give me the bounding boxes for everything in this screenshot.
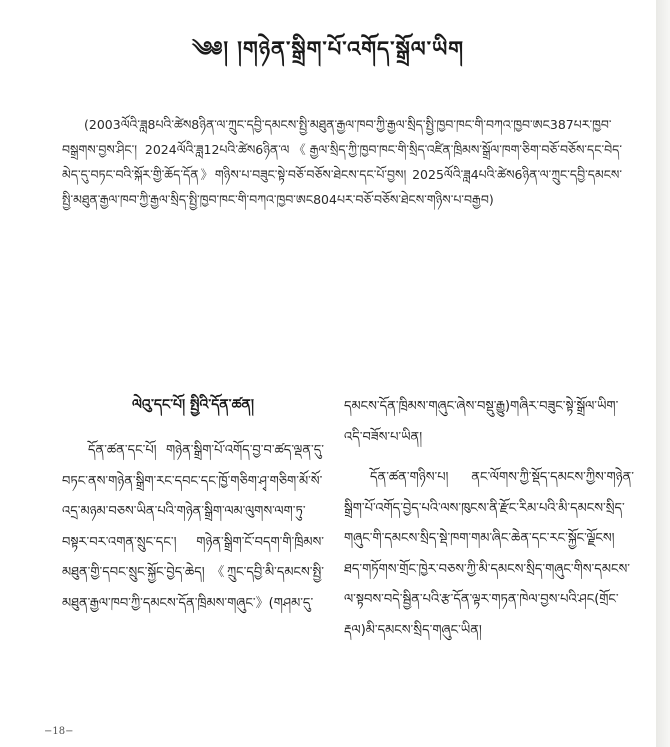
article-one-text: དོན་ཚན་དང་པོ། གཉེན་སྒྲིག་པོ་འགོད་བྱ་བ་ཚད་ལྡན་དུ་བཏང་ནས་གཉེན་སྒྲིག་རང་དབང་དང་ཁྱོ་གཅིག་ཤྭ་གཅིག་མོ་སོ་འདྲ་མཉམ་བཅས་ཡིན་པའི་གཉེན་སྒྲིག་ལམ་ལུགས་ལག་ཏུ་བསྟར་བར་འགན་སྲུང་དང་། གཉེན་སྒྲིག་ངོ་བདག་གི་ཁྲིམས་མཐུན་གྱི་དབང་སྲུང་སྐྱོང་བྱེད་ཆེད། 《ཀྲུང་དབྱི་མི་དམངས་སྤྱི་མཐུན་རྒྱལ་ཁབ་ཀྱི་དམངས་དོན་ཁྲིམས་གཞུང་》(གཤམ་དུ་ [62,443,324,611]
continuation-paragraph: དམངས་དོན་ཁྲིམས་གཞུང་ཞེས་བསྡུ་རྒྱུ)གཞིར་བཟུང་སྟེ་སྒྲོལ་ཡིག་འདི་བཟོས་པ་ཡིན། [344,399,619,445]
chapter-heading: ལེའུ་དང་པོ། སྤྱིའི་དོན་ཚན། [131,397,254,413]
page-number: −18− [44,726,74,737]
article-two-paragraph [344,463,634,646]
page-title: ༄༅། །གཉེན་སྒྲིག་པོ་འགོད་སྒྲོལ་ཡིག [191,37,465,61]
book-spine-edge [656,0,670,747]
article-one-paragraph [62,436,324,619]
source-note [62,112,622,212]
right-column [344,392,634,646]
article-two-text: དོན་ཚན་གཉིས་པ། ནང་ལོགས་ཀྱི་སྡོད་དམངས་ཀྱིས་གཉེན་སྒྲིག་པོ་འགོད་བྱེད་པའི་ལས་ཁུངས་ནི་རྫོང་རིམ་པའི་མི་དམངས་སྲིད་གཞུང་གི་དམངས་སྲིད་སྡེ་ཁག་གམ་ཞིང་ཆེན་དང་རང་སྐྱོང་ལྗོངས། ཐད་གཏོགས་གྲོང་ཁྱེར་བཅས་ཀྱི་མི་དམངས་སྲིད་གཞུང་གིས་དམངས་ལ་སྟབས་བདེ་སྦྱིན་པའི་རྩ་དོན་ལྟར་གཏན་ཁེལ་བྱས་པའི་ཤང(གྲོང་རྡལ)མི་དམངས་སྲིད་གཞུང་ཡིན། [344,470,634,638]
left-column [62,392,324,619]
source-note-text: (2003ལོའི་ཟླ8པའི་ཚེས8ཉིན་ལ་ཀྲུང་དབྱི་དམངས་སྤྱི་མཐུན་རྒྱལ་ཁབ་ཀྱི་རྒྱལ་སྲིད་སྤྱི་ཁྱབ་ཁང་གི་བཀའ་ཁྱབ་ཨང387པར་ཁྱབ་བསྒྲགས་བྱས་ཤིང་། 2024ལོའི་ཟླ12པའི་ཚེས6ཉིན་ལ《རྒྱལ་སྲིད་ཀྱི་ཁྱབ་ཁང་གི་སྲིད་འཛིན་ཁྲིམས་སྒྲོལ་ཁག་ཅིག་བཅོ་བཅོས་དང་བེད་མེད་དུ་བཏང་བའི་སྐོར་གྱི་ཆོད་དོན》གཉིས་པ་བཟུང་སྟེ་བཅོ་བཅོས་ཐེངས་དང་པོ་བྱས། 2025ལོའི་ཟླ4པའི་ཚེས6ཉིན་ལ་ཀྲུང་དབྱི་དམངས་སྤྱི་མཐུན་རྒྱལ་ཁབ་ཀྱི་རྒྱལ་སྲིད་སྤྱི་ཁྱབ་ཁང་གི་བཀའ་ཁྱབ་ཨང804པར་བཅོ་བཅོས་ཐེངས་གཉིས་པ་བརྒྱབ) [62,117,622,207]
